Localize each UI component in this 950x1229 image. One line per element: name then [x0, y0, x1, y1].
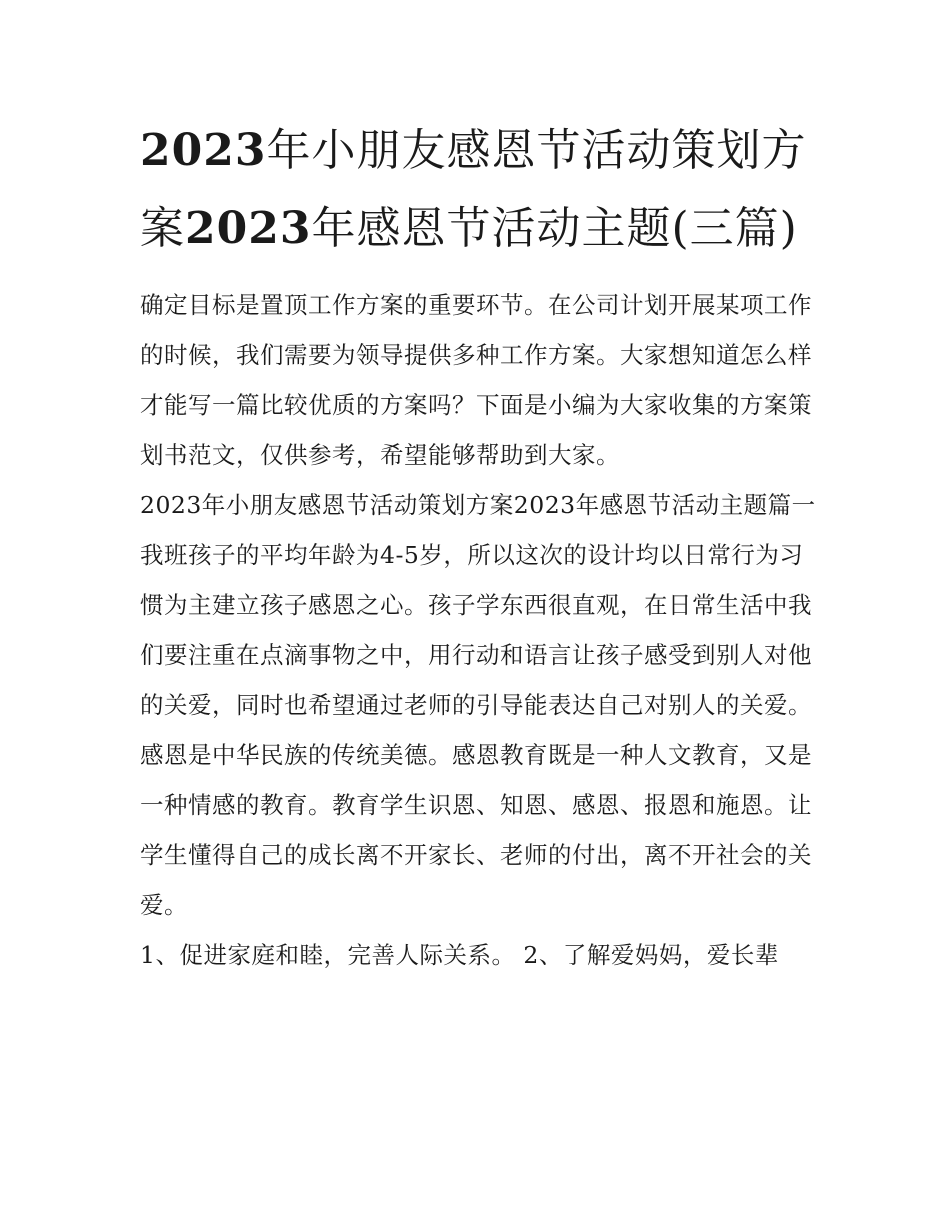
- body-paragraph: 我班孩子的平均年龄为4-5岁，所以这次的设计均以日常行为习惯为主建立孩子感恩之心。孩子学东西很直观，在日常生活中我们要注重在点滴事物之中，用行动和语言让孩子感受到别人对他的关爱，同时也希望通过老师的引导能表达自己对别人的关爱。感恩是中华民族的传统美德。感恩教育既是一种人文教育，又是一种情感的教育。教育学生识恩、知恩、感恩、报恩和施恩。让学生懂得自己的成长离不开家长、老师的付出，离不开社会的关爱。: [140, 541, 812, 919]
- title-text-1: 年小朋友感恩节活动策划方案: [140, 125, 807, 254]
- objectives-line: 1、促进家庭和睦，完善人际关系。 2、了解爱妈妈，爱长辈: [140, 941, 779, 969]
- title-year-1: 2023: [140, 125, 267, 176]
- section-heading: 2023年小朋友感恩节活动策划方案2023年感恩节活动主题篇一: [140, 491, 816, 519]
- title-year-2: 2023: [185, 203, 312, 254]
- title-text-2: 年感恩节活动主题(三篇): [311, 203, 798, 254]
- document-title: [140, 112, 820, 268]
- intro-paragraph: 确定目标是置顶工作方案的重要环节。在公司计划开展某项工作的时候，我们需要为领导提供多种工作方案。大家想知道怎么样才能写一篇比较优质的方案吗？下面是小编为大家收集的方案策划书范文，仅供参考，希望能够帮助到大家。: [140, 291, 812, 469]
- document-page: [140, 112, 820, 980]
